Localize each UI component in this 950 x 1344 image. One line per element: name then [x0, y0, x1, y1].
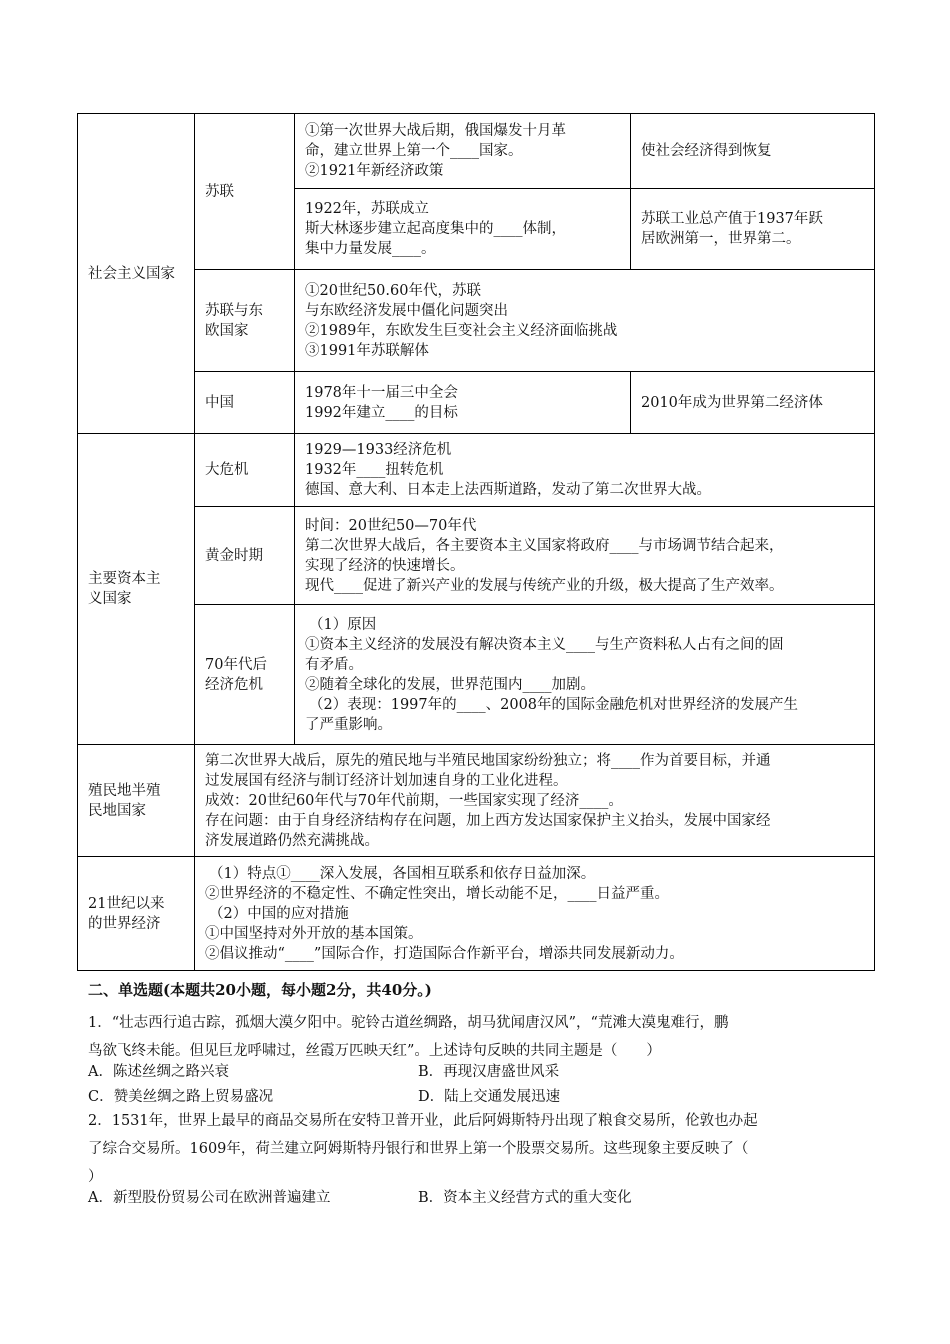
- text-line: 第二次世界大战后，原先的殖民地与半殖民地国家纷纷独立；将____作为首要目标，并通: [205, 752, 771, 769]
- text-line: 居欧洲第一，世界第二。: [641, 231, 801, 247]
- text-line: 有矛盾。: [305, 656, 363, 673]
- text-line: 2010年成为世界第二经济体: [641, 394, 823, 411]
- sub-china: [195, 372, 295, 434]
- text-line: 1922年，苏联成立: [305, 201, 429, 217]
- text-line: 第二次世界大战后，各主要资本主义国家将政府____与市场调节结合起来，: [305, 537, 784, 554]
- sub-ussr-eastern-europe: [195, 270, 295, 372]
- text-line: ②倡议推动“____”国际合作，打造国际合作新平台，增添共同发展新动力。: [205, 945, 684, 962]
- sub-label: 大危机: [205, 462, 249, 478]
- text-line: 命，建立世界上第一个____国家。: [305, 143, 523, 159]
- text-line: ①20世纪50.60年代，苏联: [305, 282, 481, 299]
- text-line: 1978年十一届三中全会: [305, 384, 458, 401]
- question-1: [88, 1009, 868, 1065]
- text-line: 现代____促进了新兴产业的发展与传统产业的升级，极大提高了生产效率。: [305, 577, 784, 594]
- ussr-planned-content: [295, 189, 631, 270]
- text-line: ①中国坚持对外开放的基本国策。: [205, 925, 423, 942]
- text-line: 斯大林逐步建立起高度集中的____体制，: [305, 221, 566, 237]
- category-21st-century: [78, 857, 195, 971]
- text-line: 1932年____扭转危机: [305, 462, 444, 478]
- q2-option-b[interactable]: B．资本主义经营方式的重大变化: [418, 1190, 632, 1206]
- text-line: 济发展道路仍然充满挑战。: [205, 832, 379, 849]
- text-line: （2）中国的应对措施: [209, 905, 349, 922]
- ussr-early-result: [631, 114, 875, 189]
- colonial-content: [195, 745, 875, 857]
- sub-great-depression: [195, 434, 295, 507]
- great-depression-content: [295, 434, 875, 507]
- text-line: 与东欧经济发展中僵化问题突出: [305, 302, 508, 319]
- text-line: ②世界经济的不稳定性、不确定性突出，增长动能不足，____日益严重。: [205, 885, 669, 902]
- ussr-eastern-europe-content: [295, 270, 875, 372]
- sub-label: 苏联: [205, 183, 234, 200]
- sub-label: 黄金时期: [205, 547, 263, 564]
- text-line: 时间：20世纪50—70年代: [305, 517, 477, 534]
- text-line: 使社会经济得到恢复: [641, 143, 772, 159]
- text-line: 义国家: [88, 591, 132, 607]
- category-socialist: [78, 114, 195, 434]
- question-2: [88, 1107, 868, 1191]
- text-line: 过发展国有经济与制订经济计划加速自身的工业化进程。: [205, 772, 568, 789]
- text-line: （1）特点①____深入发展，各国相互联系和依存日益加深。: [209, 865, 596, 882]
- text-line: 1929—1933经济危机: [305, 442, 452, 458]
- text-line: 21世纪以来: [88, 895, 165, 912]
- category-capitalist: [78, 434, 195, 745]
- golden-era-content: [295, 507, 875, 605]
- text-line: 苏联与东: [205, 302, 263, 319]
- text-line: 实现了经济的快速增长。: [305, 557, 465, 574]
- sub-ussr: [195, 114, 295, 270]
- category-colonial: [78, 745, 195, 857]
- ussr-planned-result: [631, 189, 875, 270]
- china-result: [631, 372, 875, 434]
- q1-option-a[interactable]: A．陈述丝绸之路兴衰: [88, 1064, 229, 1080]
- economy-summary-table: [77, 113, 875, 971]
- ussr-early-content: [295, 114, 631, 189]
- text-line: 苏联工业总产值于1937年跃: [641, 211, 823, 227]
- text-line: ①资本主义经济的发展没有解决资本主义____与生产资料私人占有之间的固: [305, 636, 784, 653]
- china-content: [295, 372, 631, 434]
- text-line: 1992年建立____的目标: [305, 404, 458, 421]
- q1-option-b[interactable]: B．再现汉唐盛世风采: [418, 1064, 560, 1080]
- sub-golden-era: [195, 507, 295, 605]
- text-line: 经济危机: [205, 676, 263, 693]
- text-line: ③1991年苏联解体: [305, 342, 429, 359]
- text-line: 民地国家: [88, 802, 146, 819]
- text-line: 欧国家: [205, 322, 249, 339]
- text-line: ②1989年，东欧发生巨变社会主义经济面临挑战: [305, 322, 618, 339]
- question-line: 1．“壮志西行追古踪，孤烟大漠夕阳中。驼铃古道丝绸路，胡马犹闻唐汉风”，“荒滩大漠鬼难行，鹏: [88, 1015, 729, 1031]
- q1-option-d[interactable]: D．陆上交通发展迅速: [418, 1089, 561, 1105]
- question-line: 了综合交易所。1609年，荷兰建立阿姆斯特丹银行和世界上第一个股票交易所。这些现象主要反映了（: [88, 1141, 749, 1157]
- text-line: 集中力量发展____。: [305, 241, 436, 257]
- 21st-century-content: [195, 857, 875, 971]
- question-line: ）: [88, 1169, 103, 1185]
- text-line: ②随着全球化的发展，世界范围内____加剧。: [305, 676, 595, 693]
- q2-option-a[interactable]: A．新型股份贸易公司在欧洲普遍建立: [88, 1190, 331, 1206]
- text-line: （2）表现：1997年的____、2008年的国际金融危机对世界经济的发展产生: [309, 696, 799, 713]
- text-line: 70年代后: [205, 656, 267, 673]
- text-line: 存在问题：由于自身经济结构存在问题，加上西方发达国家保护主义抬头，发展中国家经: [205, 812, 771, 829]
- q1-option-c[interactable]: C．赞美丝绸之路上贸易盛况: [88, 1089, 274, 1105]
- text-line: ②1921年新经济政策: [305, 163, 444, 179]
- text-line: 的世界经济: [88, 915, 161, 932]
- question-line: 2．1531年，世界上最早的商品交易所在安特卫普开业，此后阿姆斯特丹出现了粮食交易所，伦敦也办起: [88, 1113, 758, 1129]
- seventies-crisis-content: [295, 605, 875, 745]
- category-label: 社会主义国家: [88, 265, 175, 282]
- text-line: 了严重影响。: [305, 716, 392, 733]
- sub-seventies-crisis: [195, 605, 295, 745]
- text-line: 殖民地半殖: [88, 782, 161, 799]
- sub-label: 中国: [205, 394, 234, 411]
- text-line: ①第一次世界大战后期，俄国爆发十月革: [305, 123, 566, 139]
- text-line: 成效：20世纪60年代与70年代前期，一些国家实现了经济____。: [205, 792, 623, 809]
- section-title: 二、单选题(本题共20小题，每小题2分，共40分。): [88, 981, 432, 999]
- question-line: 鸟欲飞终未能。但见巨龙呼啸过，丝霞万匹映天红”。上述诗句反映的共同主题是（ ）: [88, 1043, 661, 1059]
- text-line: 德国、意大利、日本走上法西斯道路，发动了第二次世界大战。: [305, 482, 711, 498]
- text-line: （1）原因: [309, 616, 377, 633]
- text-line: 主要资本主: [88, 571, 161, 587]
